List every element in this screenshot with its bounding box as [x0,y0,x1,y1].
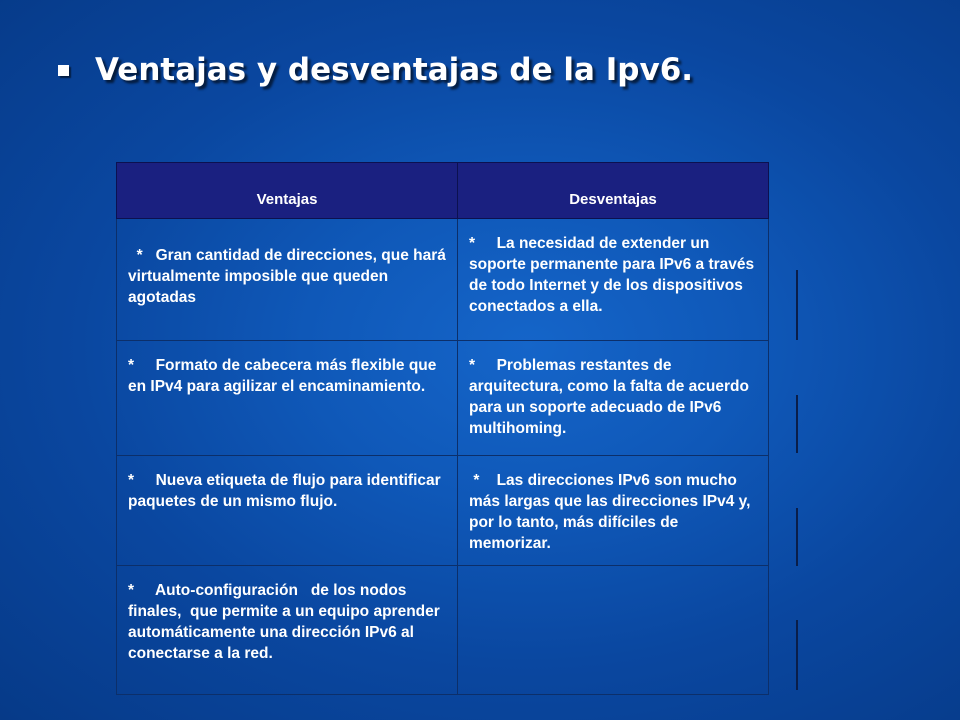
square-bullet-icon [58,65,69,76]
advantages-table [116,162,769,695]
ventaja-cell: * Formato de cabecera más flexible que en IPv4 para agilizar el encaminamiento. [117,341,458,456]
decorative-line [796,395,798,453]
header-ventajas: Ventajas [117,163,458,219]
desventaja-cell: * Problemas restantes de arquitectura, como la falta de acuerdo para un soporte adecuado de IPv6 multihoming. [458,341,769,456]
decorative-line [796,270,798,340]
table-header-row [117,163,769,219]
table-row [117,456,769,566]
desventaja-cell: * La necesidad de extender un soporte permanente para IPv6 a través de todo Internet y de los dispositivos conectados a ella. [458,219,769,341]
desventaja-cell [458,566,769,695]
ventaja-cell: * Gran cantidad de direcciones, que hará virtualmente imposible que queden agotadas [117,219,458,341]
slide-title: Ventajas y desventajas de la Ipv6. [95,52,694,88]
table-row [117,566,769,695]
title-row [58,48,693,92]
header-desventajas: Desventajas [458,163,769,219]
table-row [117,219,769,341]
desventaja-cell: * Las direcciones IPv6 son mucho más largas que las direcciones IPv4 y, por lo tanto, más difíciles de memorizar. [458,456,769,566]
table-row [117,341,769,456]
decorative-line [796,508,798,566]
ventaja-cell: * Auto-configuración de los nodos finales, que permite a un equipo aprender automáticamente una dirección IPv6 al conectarse a la red. [117,566,458,695]
ventaja-cell: * Nueva etiqueta de flujo para identificar paquetes de un mismo flujo. [117,456,458,566]
decorative-line [796,620,798,690]
